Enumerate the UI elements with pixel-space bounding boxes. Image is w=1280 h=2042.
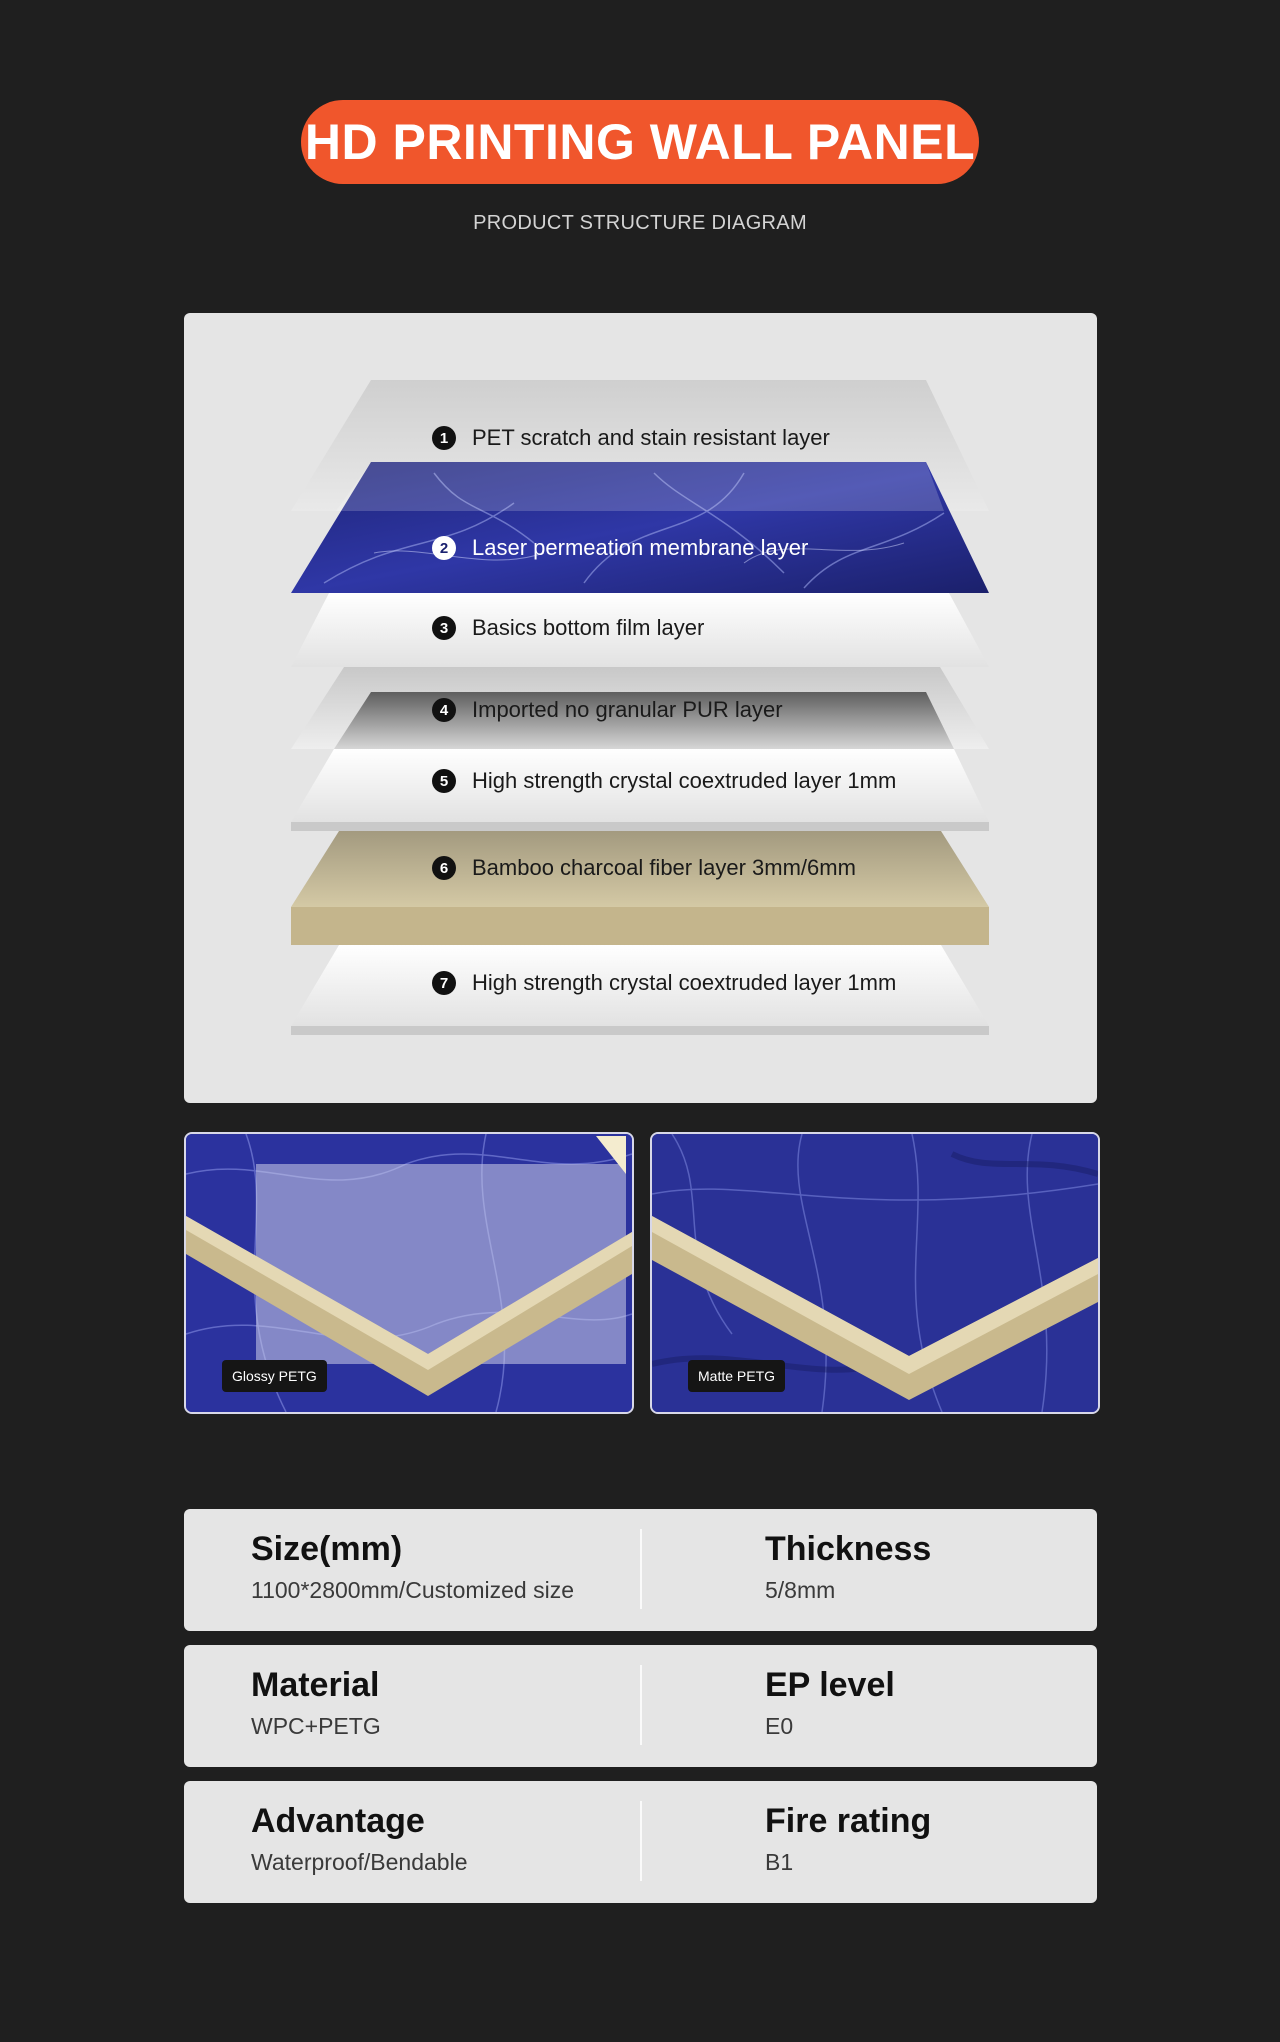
- spec-value: 5/8mm: [765, 1577, 836, 1603]
- layer-name: PET scratch and stain resistant layer: [472, 425, 830, 450]
- spec-material: [251, 1665, 381, 1741]
- layer-number-badge: 1: [432, 426, 456, 450]
- layer-name: High strength crystal coextruded layer 1mm: [472, 768, 897, 793]
- spec-ep-level: [765, 1665, 895, 1741]
- structure-diagram: [184, 313, 1097, 1103]
- layer-7-label: [432, 968, 896, 998]
- spec-row-material-ep: [184, 1645, 1097, 1767]
- layer-name: Basics bottom film layer: [472, 615, 705, 640]
- layer-3-label: [432, 613, 704, 643]
- spec-label: Advantage: [251, 1802, 425, 1840]
- spec-row-advantage-fire: [184, 1781, 1097, 1903]
- layer-name: Imported no granular PUR layer: [472, 697, 783, 722]
- layer-name: Bamboo charcoal fiber layer 3mm/6mm: [472, 855, 856, 880]
- layer-4-label: [432, 695, 783, 725]
- layer-2-label: [432, 533, 808, 563]
- spec-thickness: [765, 1529, 931, 1605]
- sample-label-badge: Matte PETG: [688, 1360, 785, 1392]
- layer-name: Laser permeation membrane layer: [472, 535, 809, 560]
- glossy-sample-image: [184, 1132, 634, 1414]
- spec-value: 1100*2800mm/Customized size: [251, 1577, 575, 1603]
- spec-divider: [640, 1665, 642, 1745]
- layer-number-badge: 2: [432, 536, 456, 560]
- layer-1-label: [432, 423, 830, 453]
- layer-6-label: [432, 853, 856, 883]
- spec-value: Waterproof/Bendable: [251, 1849, 468, 1875]
- layer-5-label: [432, 766, 896, 796]
- layer-number-badge: 6: [432, 856, 456, 880]
- layer-number-badge: 7: [432, 971, 456, 995]
- page-title: HD PRINTING WALL PANEL: [304, 114, 976, 170]
- spec-label: Thickness: [765, 1530, 932, 1568]
- spec-size: [251, 1529, 574, 1605]
- spec-value: WPC+PETG: [251, 1713, 381, 1739]
- spec-label: Fire rating: [765, 1802, 932, 1840]
- layer-number-badge: 4: [432, 698, 456, 722]
- spec-label: EP level: [765, 1666, 895, 1704]
- spec-value: B1: [765, 1849, 794, 1875]
- spec-row-size-thickness: [184, 1509, 1097, 1631]
- spec-label: Material: [251, 1666, 380, 1704]
- layer-number-badge: 5: [432, 769, 456, 793]
- matte-sample-image: [650, 1132, 1100, 1414]
- spec-divider: [640, 1801, 642, 1881]
- spec-advantage: [251, 1801, 468, 1877]
- layer-number-badge: 3: [432, 616, 456, 640]
- title-banner: [301, 100, 979, 184]
- spec-fire-rating: [765, 1801, 931, 1877]
- spec-label: Size(mm): [251, 1530, 403, 1568]
- spec-divider: [640, 1529, 642, 1609]
- spec-value: E0: [765, 1713, 794, 1739]
- page-subtitle: PRODUCT STRUCTURE DIAGRAM: [473, 212, 807, 234]
- layer-name: High strength crystal coextruded layer 1mm: [472, 970, 897, 995]
- sample-label-badge: Glossy PETG: [222, 1360, 327, 1392]
